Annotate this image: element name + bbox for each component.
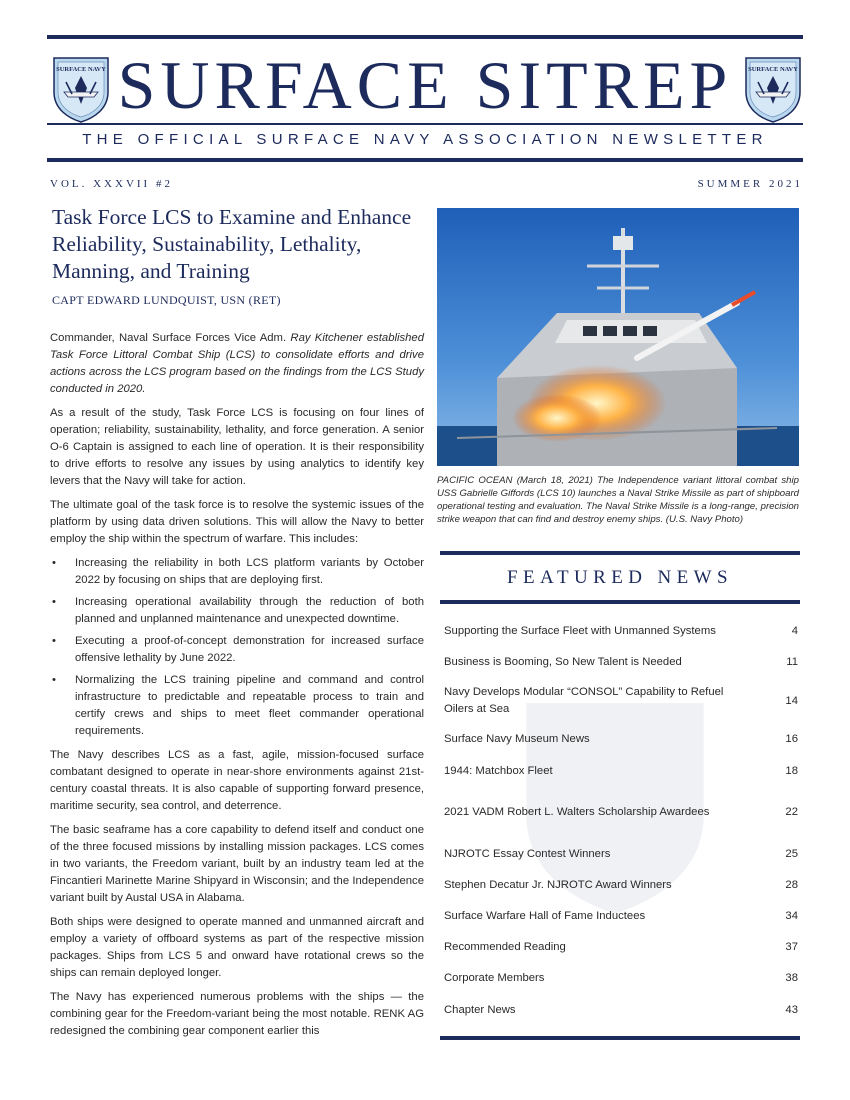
intro-italic: Ray Kitchener established Task Force Littoral Combat Ship (LCS) to consolidate efforts and drive actions across the LCS program based on the findings from the LCS Study conducted in 2020.	[50, 332, 424, 395]
featured-item[interactable]	[440, 614, 798, 648]
masthead-top-rule	[47, 35, 803, 39]
article-intro	[50, 330, 424, 398]
featured-item-title: Surface Navy Museum News	[444, 732, 590, 745]
featured-item-title: Surface Warfare Hall of Fame Inductees	[444, 909, 646, 922]
article-bullet-list	[50, 555, 424, 740]
issue-season: SUMMER 2021	[697, 178, 803, 190]
featured-item-title: Recommended Reading	[444, 940, 566, 953]
bullet-item: • Increasing the reliability in both LCS platform variants by October 2022 by focusing on ships that are deploying first.	[50, 555, 424, 589]
featured-item-page: 22	[785, 805, 798, 818]
article-byline: CAPT EDWARD LUNDQUIST, USN (RET)	[52, 293, 281, 307]
featured-item-page: 28	[785, 878, 798, 891]
featured-item[interactable]	[440, 837, 798, 871]
bullet-item: • Normalizing the LCS training pipeline and command and control infrastructure to predictable and repeatable process to train and certify crews and ships to meet fleet commander operational requirements.	[50, 672, 424, 740]
logo-text-left: SURFACE NAVY	[56, 66, 106, 73]
featured-item[interactable]	[440, 795, 798, 829]
photo-caption: PACIFIC OCEAN (March 18, 2021) The Independence variant littoral combat ship USS Gabrielle Giffords (LCS 10) launches a Naval Strike Missile as part of shipboard operational testing and evaluation. The Naval Strike Missile is a long-range, precision strike weapon that can find and destroy enemy ships. (U.S. Navy Photo)	[437, 475, 799, 525]
featured-title-rule	[440, 600, 800, 604]
featured-item-page: 16	[785, 732, 798, 745]
featured-item[interactable]	[440, 754, 798, 788]
article-paragraph-1: As a result of the study, Task Force LCS is focusing on four lines of operation; reliability, sustainability, lethality, and force generation. A senior O-6 Captain is assigned to each line of operation. It is their responsibility to drive efforts to resolve any issues by using analytics to identify key levers that the Navy will take for action.	[50, 407, 424, 487]
featured-item-title: Corporate Members	[444, 971, 545, 984]
featured-item[interactable]	[440, 899, 798, 933]
logo-text-right: SURFACE NAVY	[748, 66, 798, 73]
featured-item-title: NJROTC Essay Contest Winners	[444, 847, 611, 860]
surface-navy-logo-left	[50, 54, 112, 124]
featured-item-title: Chapter News	[444, 1003, 516, 1016]
featured-item-page: 38	[785, 971, 798, 984]
featured-item[interactable]	[440, 722, 798, 756]
article-body	[50, 330, 424, 1047]
featured-item-title: Supporting the Surface Fleet with Unmanned Systems	[444, 624, 716, 637]
featured-item-page: 18	[785, 764, 798, 777]
featured-item-page: 11	[786, 655, 798, 668]
featured-item-page: 34	[785, 909, 798, 922]
article-headline: Task Force LCS to Examine and Enhance Reliability, Sustainability, Lethality, Manning, and Training	[52, 205, 412, 283]
featured-item-page: 25	[785, 847, 798, 860]
featured-item[interactable]	[440, 684, 798, 718]
featured-news-title: FEATURED NEWS	[507, 567, 733, 588]
intro-plain: Commander, Naval Surface Forces Vice Adm.	[50, 332, 291, 344]
article-paragraph-4: The basic seaframe has a core capability to defend itself and conduct one of the three focused missions by installing mission packages. LCS comes in two variants, the Freedom variant, built by an industry team led at the Fincantieri Marinette Marine Shipyard in Wisconsin; and the Independence variant built by Austal USA in Alabama.	[50, 824, 424, 904]
featured-item-title: Stephen Decatur Jr. NJROTC Award Winners	[444, 878, 672, 891]
featured-item-title: 2021 VADM Robert L. Walters Scholarship Awardees	[444, 805, 710, 818]
volume-issue: VOL. XXXVII #2	[50, 178, 173, 190]
article-paragraph-5: Both ships were designed to operate manned and unmanned aircraft and employ a variety of offboard systems as part of the respective mission packages. Ships from LCS 5 and onward have rotational crews so the ships can remain deployed longer.	[50, 916, 424, 979]
featured-item[interactable]	[440, 645, 798, 679]
bullet-item: • Increasing operational availability through the reduction of both planned and unplanned maintenance and unexpected downtime.	[50, 594, 424, 628]
article-paragraph-6: The Navy has experienced numerous problems with the ships — the combining gear for the Freedom-variant being the most notable. RENK AG redesigned the combining gear component earlier this	[50, 991, 424, 1037]
featured-item[interactable]	[440, 961, 798, 995]
featured-item-page: 43	[785, 1003, 798, 1016]
featured-item-title: Business is Booming, So New Talent is Needed	[444, 655, 682, 668]
featured-item-page: 37	[785, 940, 798, 953]
article-paragraph-3: The Navy describes LCS as a fast, agile, mission-focused surface combatant designed to operate in near-shore environments against 21st-century coastal threats. It is also capable of supporting forward presence, maritime security, sea control, and deterrence.	[50, 749, 424, 812]
masthead-title: SURFACE SITREP	[117, 47, 733, 123]
featured-item[interactable]	[440, 930, 798, 964]
surface-navy-logo-right	[742, 54, 804, 124]
masthead-middle-rule	[47, 123, 803, 125]
featured-item-page: 4	[791, 624, 798, 637]
featured-bottom-rule	[440, 1036, 800, 1040]
article-paragraph-2: The ultimate goal of the task force is to resolve the systemic issues of the platform by using data driven solutions. This will allow the Navy to better employ the ship within the spectrum of warfare. This includes:	[50, 499, 424, 545]
ship-missile-launch-photo	[437, 208, 799, 466]
masthead-bottom-rule	[47, 158, 803, 162]
featured-item[interactable]	[440, 993, 798, 1027]
featured-item[interactable]	[440, 868, 798, 902]
bullet-item: • Executing a proof-of-concept demonstration for increased surface offensive lethality by June 2022.	[50, 633, 424, 667]
featured-item-title: 1944: Matchbox Fleet	[444, 764, 553, 777]
featured-top-rule	[440, 551, 800, 555]
featured-item-page: 14	[785, 694, 798, 707]
masthead-subtitle: THE OFFICIAL SURFACE NAVY ASSOCIATION NEWSLETTER	[82, 131, 768, 148]
featured-item-title: Navy Develops Modular “CONSOL” Capability to Refuel Oilers at Sea	[444, 686, 724, 715]
